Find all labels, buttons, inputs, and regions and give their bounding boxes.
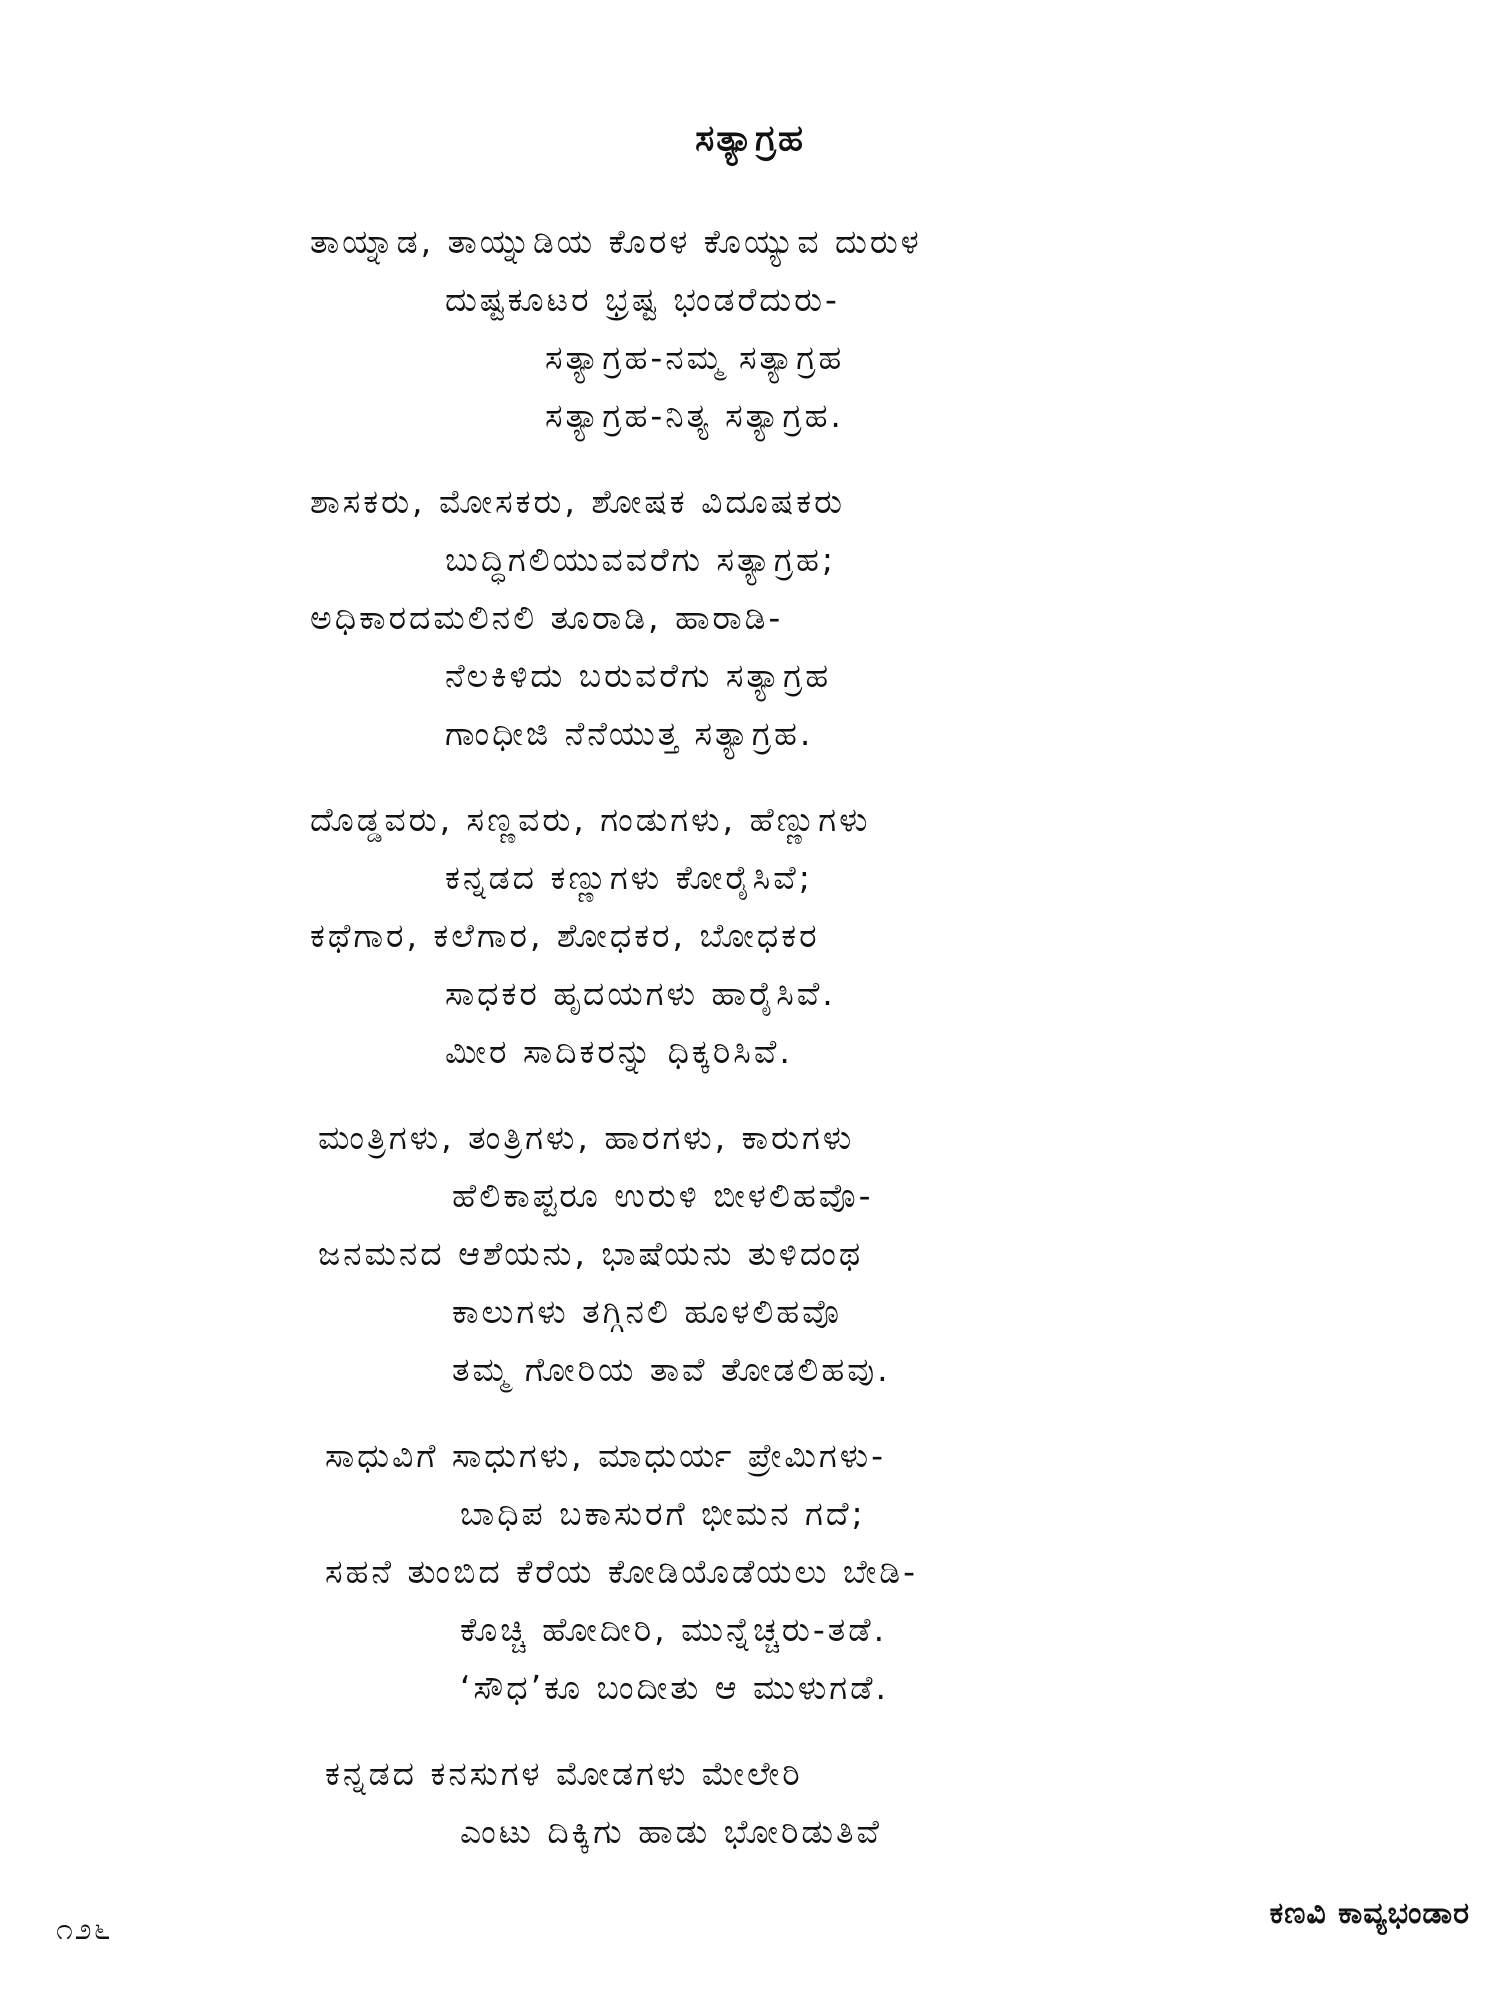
poem-line: ಸಾಧುವಿಗೆ ಸಾಧುಗಳು, ಮಾಧುರ್ಯ ಪ್ರೇಮಿಗಳು- xyxy=(325,1436,887,1475)
poem-line: ದೊಡ್ಡವರು, ಸಣ್ಣವರು, ಗಂಡುಗಳು, ಹೆಣ್ಣುಗಳು xyxy=(310,800,871,839)
poem-line: ಶಾಸಕರು, ಮೋಸಕರು, ಶೋಷಕ ವಿದೂಷಕರು xyxy=(310,482,846,521)
poem-line: ತಮ್ಮ ಗೋರಿಯ ತಾವೆ ತೋಡಲಿಹವು. xyxy=(452,1350,891,1389)
poem-line: ಜನಮನದ ಆಶೆಯನು, ಭಾಷೆಯನು ತುಳಿದಂಥ xyxy=(318,1234,864,1273)
poem-line: ಮಂತ್ರಿಗಳು, ತಂತ್ರಿಗಳು, ಹಾರಗಳು, ಕಾರುಗಳು xyxy=(318,1118,855,1157)
poem-line: ತಾಯ್ನಾಡ, ತಾಯ್ನುಡಿಯ ಕೊರಳ ಕೊಯ್ಯುವ ದುರುಳ xyxy=(310,222,922,261)
poem-line: ಅಧಿಕಾರದಮಲಿನಲಿ ತೂರಾಡಿ, ಹಾರಾಡಿ- xyxy=(310,598,784,637)
poem-line: ‘ಸೌಧ’ಕೂ ಬಂದೀತು ಆ ಮುಳುಗಡೆ. xyxy=(460,1668,889,1707)
poem-line: ಹೆಲಿಕಾಪ್ಟರೂ ಉರುಳಿ ಬೀಳಲಿಹವೊ- xyxy=(452,1176,874,1215)
poem-title: ಸತ್ಯಾಗ್ರಹ xyxy=(695,118,805,159)
poem-line: ಬಾಧಿಪ ಬಕಾಸುರಗೆ ಭೀಮನ ಗದೆ; xyxy=(460,1494,866,1533)
poem-line: ಕಾಲುಗಳು ತಗ್ಗಿನಲಿ ಹೂಳಲಿಹವೊ xyxy=(452,1292,843,1331)
poem-line: ಬುದ್ಧಿಗಲಿಯುವವರೆಗು ಸತ್ಯಾಗ್ರಹ; xyxy=(445,540,836,579)
poem-line: ಸಾಧಕರ ಹೃದಯಗಳು ಹಾರೈಸಿವೆ. xyxy=(445,974,836,1013)
page-number: ೧೨೬ xyxy=(56,1912,113,1947)
poem-line: ಮೀರ ಸಾದಿಕರನ್ನು ಧಿಕ್ಕರಿಸಿವೆ. xyxy=(445,1032,793,1071)
poem-line: ದುಷ್ಟಕೂಟರ ಭ್ರಷ್ಟ ಭಂಡರೆದುರು- xyxy=(445,280,840,319)
poem-line: ಕಥೆಗಾರ, ಕಲೆಗಾರ, ಶೋಧಕರ, ಬೋಧಕರ xyxy=(310,916,820,955)
poem-line: ಸಹನೆ ತುಂಬಿದ ಕೆರೆಯ ಕೋಡಿಯೊಡೆಯಲು ಬೇಡಿ- xyxy=(325,1552,918,1591)
poem-line: ನೆಲಕಿಳಿದು ಬರುವರೆಗು ಸತ್ಯಾಗ್ರಹ xyxy=(445,656,832,695)
poem-line: ಸತ್ಯಾಗ್ರಹ-ನಿತ್ಯ ಸತ್ಯಾಗ್ರಹ. xyxy=(545,396,844,435)
book-title: ಕಣವಿ ಕಾವ್ಯಭಂಡಾರ xyxy=(1269,1896,1470,1931)
poem-line: ಗಾಂಧೀಜಿ ನೆನೆಯುತ್ತ ಸತ್ಯಾಗ್ರಹ. xyxy=(445,714,814,753)
poem-line: ಕನ್ನಡದ ಕನಸುಗಳ ಮೋಡಗಳು ಮೇಲೇರಿ xyxy=(325,1754,803,1793)
poem-line: ಸತ್ಯಾಗ್ರಹ-ನಮ್ಮ ಸತ್ಯಾಗ್ರಹ xyxy=(545,338,845,377)
poem-line: ಕೊಚ್ಚಿ ಹೋದೀರಿ, ಮುನ್ನೆಚ್ಚರು-ತಡೆ. xyxy=(460,1610,888,1649)
poem-line: ಕನ್ನಡದ ಕಣ್ಣುಗಳು ಕೋರೈಸಿವೆ; xyxy=(445,858,813,897)
poem-line: ಎಂಟು ದಿಕ್ಕಿಗು ಹಾಡು ಭೋರಿಡುತಿವೆ xyxy=(460,1812,882,1851)
